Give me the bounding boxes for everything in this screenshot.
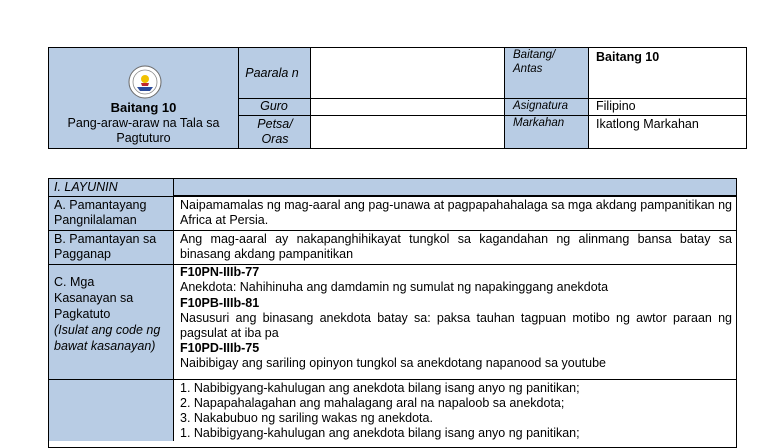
row-b-text: Ang mag-aaral ay nakapanghihikayat tungkol sa kagandahan ng alinmang bansa batay sa binasang akdang pampanitikan [180, 232, 732, 261]
objectives-list [180, 381, 732, 441]
row-b-label: B. Pamantayan sa Pagganap [54, 232, 157, 261]
deped-seal-icon [128, 65, 162, 99]
competency-code: F10PD-IIIb-75 [180, 341, 260, 355]
section-title: I. LAYUNIN [54, 180, 118, 194]
header-divider [310, 48, 311, 148]
baitang-label: Baitang/ Antas [513, 49, 556, 75]
competency-text: Anekdota: Nahihinuha ang damdamin ng sumulat ng napakinggang anekdota [180, 280, 609, 294]
markahan-label: Markahan [513, 117, 565, 129]
competency-text: Naibibigay ang sariling opinyon tungkol sa anekdotang napanood sa youtube [180, 356, 607, 370]
row-divider [49, 196, 737, 197]
list-item: 3. Nakabubuo ng sariling wakas ng anekdota. [180, 411, 433, 425]
row-divider [49, 230, 737, 231]
markahan-value: Ikatlong Markahan [596, 117, 699, 131]
row-divider [49, 379, 737, 380]
asignatura-value: Filipino [596, 99, 636, 113]
list-item: 2. Napapahalagahan ang mahalagang aral na napaloob sa anekdota; [180, 396, 565, 410]
competency-text: Nasusuri ang binasang anekdota batay sa: paksa tauhan tagpuan motibo ng awtor paraan ng pagsulat at iba pa [180, 311, 732, 340]
baitang-value: Baitang 10 [596, 50, 660, 64]
petsa-value[interactable] [314, 117, 500, 147]
competency-list [180, 265, 732, 371]
row-c-label: C. Mga Kasanayan sa Pagkatuto [54, 275, 134, 321]
row-c-note: (Isulat ang code ng bawat kasanayan) [54, 323, 161, 353]
paaralan-label: Paarala n [245, 66, 299, 80]
header-subtitle: Pang-araw-araw na Tala sa Pagtuturo [67, 116, 220, 145]
competency-code: F10PB-IIIb-81 [180, 296, 260, 310]
guro-value[interactable] [314, 99, 500, 114]
guro-label: Guro [260, 99, 288, 113]
asignatura-label: Asignatura [513, 100, 568, 112]
paaralan-value[interactable] [314, 50, 500, 96]
competency-code: F10PN-IIIb-77 [180, 265, 260, 279]
header-title: Baitang 10 [110, 100, 177, 115]
petsa-label: Petsa/ Oras [257, 117, 293, 146]
list-item: 1. Nabibigyang-kahulugan ang anekdota bilang isang anyo ng panitikan; [180, 426, 580, 440]
row-a-label: A. Pamantayang Pangnilalaman [54, 198, 147, 227]
list-item: 1. Nabibigyang-kahulugan ang anekdota bilang isang anyo ng panitikan; [180, 381, 580, 395]
section-title-row [174, 179, 736, 196]
header-divider [238, 115, 747, 116]
row-a-text: Naipamamalas ng mag-aaral ang pag-unawa at pagpapahahalaga sa mga akdang pampanitikan ng Africa at Persia. [180, 198, 732, 227]
